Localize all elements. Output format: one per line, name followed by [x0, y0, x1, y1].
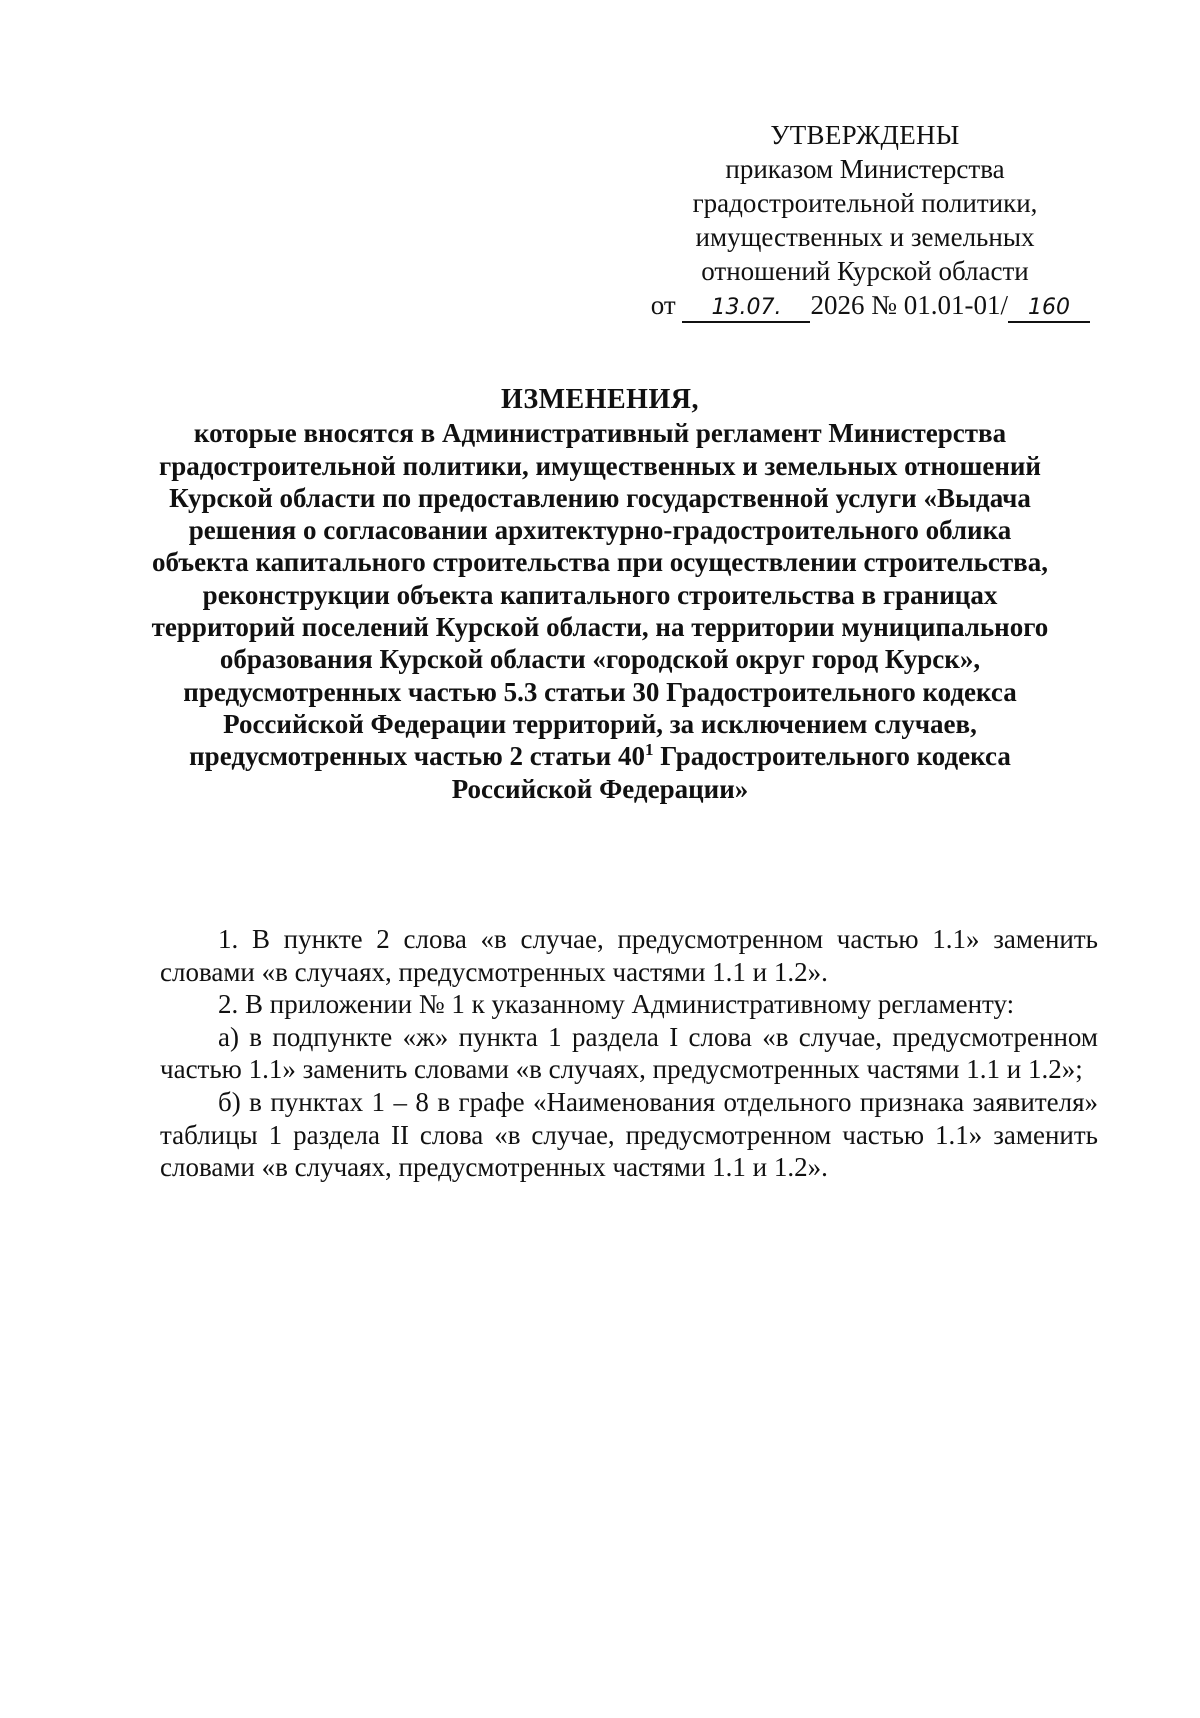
- document-heading: [150, 384, 1050, 805]
- body-paragraph: 1. В пункте 2 слова «в случае, предусмотренном частью 1.1» заменить словами «в случаях, предусмотренных частями 1.1 и 1.2».: [160, 924, 1098, 987]
- document-subtitle: [150, 417, 1050, 805]
- approval-line: отношений Курской области: [701, 256, 1029, 286]
- approval-line: приказом Министерства: [725, 154, 1005, 184]
- body-paragraph: 2. В приложении № 1 к указанному Административному регламенту:: [218, 989, 1015, 1020]
- date-prefix: от: [650, 290, 676, 320]
- approval-title: УТВЕРЖДЕНЫ: [770, 120, 960, 150]
- approval-block: [640, 118, 1090, 323]
- subtitle-text: которые вносятся в Административный регламент Министерства градостроительной политики, имущественных и земельных отношений Курской области по предоставлению государственной услуги «Выдача решения о согласовании архитектурно-градостроительного облика объекта капитального строительства при осуществлении строительства, реконструкции объекта капитального строительства в границах территорий поселений Курской области, на территории муниципального образования Курской области «городской округ город Курск», предусмотренных частью 5.3 статьи 30 Градостроительного кодекса Российской Федерации территорий, за исключением случаев, предусмотренных частью 2 статьи 40: [151, 418, 1049, 772]
- document-title: ИЗМЕНЕНИЯ,: [501, 384, 699, 415]
- body-paragraph: б) в пунктах 1 – 8 в графе «Наименования отдельного признака заявителя» таблицы 1 раздела II слова «в случае, предусмотренном частью 1.1» заменить словами «в случаях, предусмотренных частями 1.1 и 1.2».: [160, 1086, 1098, 1183]
- handwritten-order-number: 160: [1008, 295, 1090, 323]
- approval-line: градостроительной политики,: [692, 188, 1038, 218]
- approval-line: имущественных и земельных: [695, 222, 1035, 252]
- order-number-prefix: 2026 № 01.01-01/: [810, 290, 1008, 320]
- subtitle-text-end: Градостроительного кодекса Российской Федерации»: [451, 741, 1011, 804]
- subtitle-superscript: 1: [644, 740, 654, 760]
- body-paragraph: а) в подпункте «ж» пункта 1 раздела I слова «в случае, предусмотренном частью 1.1» заменить словами «в случаях, предусмотренных частями 1.1 и 1.2»;: [160, 1021, 1098, 1085]
- document-body: [160, 923, 1098, 1184]
- handwritten-date: 13.07.: [682, 295, 810, 323]
- order-date-line: [640, 288, 1090, 323]
